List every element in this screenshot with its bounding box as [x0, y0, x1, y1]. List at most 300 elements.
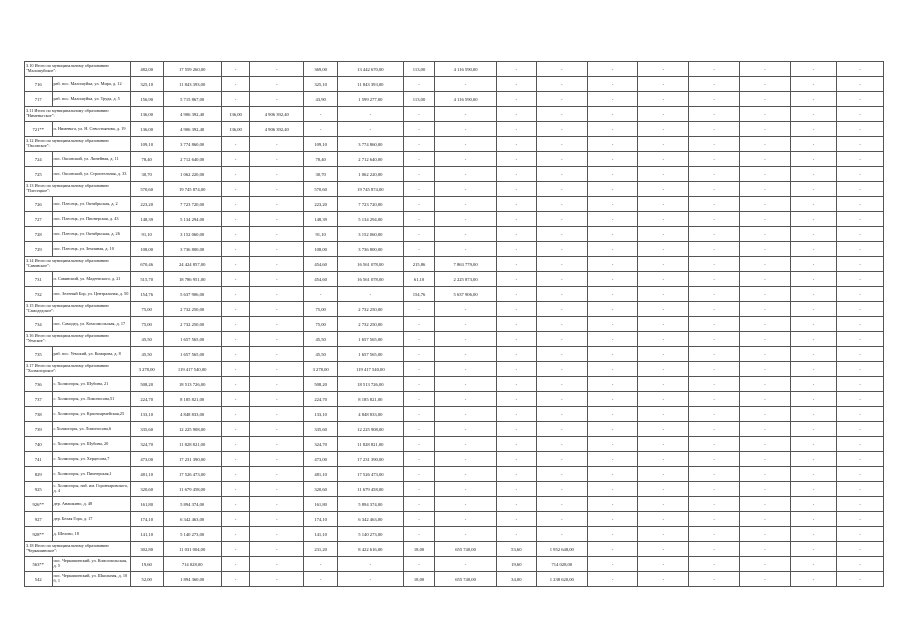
value-cell: - [304, 572, 338, 587]
value-cell: - [689, 152, 740, 167]
value-cell: - [435, 242, 496, 257]
value-cell: - [536, 512, 587, 527]
value-cell: - [689, 422, 740, 437]
value-cell: - [689, 437, 740, 452]
address-cell: пос. Плесецк, ул. Земляная, д. 10 [52, 242, 130, 257]
value-cell: - [790, 152, 837, 167]
value-cell: - [536, 482, 587, 497]
value-cell: - [536, 317, 587, 332]
value-cell: - [250, 557, 304, 572]
value-cell: - [587, 197, 638, 212]
value-cell: 6 342 463,00 [163, 512, 221, 527]
value-cell: - [739, 122, 790, 137]
value-cell: - [587, 527, 638, 542]
value-cell: - [638, 497, 689, 512]
value-cell: - [638, 122, 689, 137]
value-cell: 670,46 [130, 257, 163, 272]
value-cell: - [221, 182, 250, 197]
value-cell: - [739, 572, 790, 587]
value-cell: - [689, 467, 740, 482]
value-cell: - [790, 362, 837, 377]
table-row [25, 392, 884, 407]
address-cell: раб. пос. Малошуйка, ул. Мира, д. 12 [52, 77, 130, 92]
value-cell: - [403, 212, 435, 227]
value-cell: 75,00 [304, 317, 338, 332]
value-cell: - [496, 167, 536, 182]
value-cell: - [837, 497, 884, 512]
value-cell: - [587, 152, 638, 167]
value-cell: 11 828 821,00 [163, 437, 221, 452]
value-cell: - [587, 92, 638, 107]
value-cell: - [587, 302, 638, 317]
address-cell: дер. Анашкино, д. 48 [52, 497, 130, 512]
value-cell: - [221, 77, 250, 92]
value-cell: - [638, 272, 689, 287]
value-cell: - [587, 392, 638, 407]
value-cell: - [496, 287, 536, 302]
value-cell: - [790, 407, 837, 422]
value-cell: - [435, 437, 496, 452]
value-cell: - [739, 212, 790, 227]
value-cell: - [496, 527, 536, 542]
value-cell: - [435, 512, 496, 527]
table-row [25, 557, 884, 572]
value-cell: - [496, 377, 536, 392]
value-cell: 18 786 951,00 [163, 272, 221, 287]
value-cell: - [435, 167, 496, 182]
value-cell: - [221, 362, 250, 377]
value-cell: - [587, 407, 638, 422]
value-cell: 4 116 590,00 [435, 92, 496, 107]
value-cell: - [739, 557, 790, 572]
value-cell: - [689, 362, 740, 377]
value-cell: - [587, 332, 638, 347]
value-cell: - [790, 122, 837, 137]
value-cell: - [536, 257, 587, 272]
value-cell: - [221, 287, 250, 302]
value-cell: 18 513 726,00 [163, 377, 221, 392]
value-cell: - [638, 107, 689, 122]
value-cell: - [250, 317, 304, 332]
value-cell: - [790, 212, 837, 227]
value-cell: - [403, 152, 435, 167]
value-cell: - [587, 572, 638, 587]
value-cell: - [587, 167, 638, 182]
value-cell: - [739, 422, 790, 437]
value-cell: - [638, 332, 689, 347]
value-cell: - [221, 557, 250, 572]
value-cell: - [403, 227, 435, 242]
value-cell: - [739, 542, 790, 557]
value-cell: - [536, 362, 587, 377]
value-cell: - [790, 77, 837, 92]
value-cell: - [739, 272, 790, 287]
value-cell: - [638, 152, 689, 167]
value-cell: 108,00 [130, 242, 163, 257]
value-cell: - [689, 122, 740, 137]
value-cell: - [435, 122, 496, 137]
value-cell: - [638, 347, 689, 362]
value-cell: - [496, 257, 536, 272]
value-cell: 224,70 [130, 392, 163, 407]
table-row [25, 212, 884, 227]
value-cell: - [837, 212, 884, 227]
value-cell: - [250, 512, 304, 527]
value-cell: - [638, 377, 689, 392]
value-cell: - [536, 122, 587, 137]
address-cell: с.Холмогоры, ул. Ломоносова,6 [52, 422, 130, 437]
value-cell: - [304, 122, 338, 137]
value-cell: - [496, 332, 536, 347]
value-cell: 161,80 [304, 497, 338, 512]
value-cell: 113,00 [403, 92, 435, 107]
value-cell: 473,00 [304, 452, 338, 467]
value-cell: - [638, 137, 689, 152]
value-cell: - [536, 227, 587, 242]
row-number: 542 [25, 572, 53, 587]
table-row [25, 377, 884, 392]
value-cell: - [496, 272, 536, 287]
address-cell: с. Холмогоры, ул. Красноармейская,25 [52, 407, 130, 422]
address-cell: с. Холмогоры, ул. Ломоносова,51 [52, 392, 130, 407]
value-cell: - [304, 287, 338, 302]
value-cell: - [338, 572, 404, 587]
value-cell: 325,10 [130, 77, 163, 92]
value-cell: 5 134 294,00 [338, 212, 404, 227]
value-cell: - [496, 437, 536, 452]
value-cell: 3 774 860,00 [338, 137, 404, 152]
value-cell: - [435, 347, 496, 362]
value-cell: - [790, 242, 837, 257]
value-cell: - [403, 197, 435, 212]
value-cell: 320,60 [130, 482, 163, 497]
document-page [24, 61, 884, 587]
value-cell: 4 906 392,40 [163, 122, 221, 137]
value-cell: 215,86 [403, 257, 435, 272]
value-cell: - [221, 497, 250, 512]
address-cell: пос. Плесецк, ул. Октябрьская, д. 26 [52, 227, 130, 242]
value-cell: 91,10 [130, 227, 163, 242]
value-cell: 17 526 473,00 [163, 467, 221, 482]
value-cell: 136,00 [221, 107, 250, 122]
value-cell: - [587, 62, 638, 77]
value-cell: - [435, 197, 496, 212]
table-row [25, 152, 884, 167]
value-cell: - [739, 167, 790, 182]
row-number: 926** [25, 497, 53, 512]
row-number: 563** [25, 557, 53, 572]
value-cell: - [403, 422, 435, 437]
value-cell: 17 559 260,00 [163, 62, 221, 77]
subtotal-label: 3.17 Итого по муниципальному образованию "Холмогорское": [25, 362, 131, 377]
value-cell: 714 028,00 [163, 557, 221, 572]
value-cell: - [435, 407, 496, 422]
value-cell: - [689, 392, 740, 407]
value-cell: - [638, 167, 689, 182]
value-cell: 302,80 [130, 542, 163, 557]
value-cell: - [739, 242, 790, 257]
value-cell: 8 185 821,00 [338, 392, 404, 407]
value-cell: 1 894 360,00 [163, 572, 221, 587]
value-cell: - [403, 107, 435, 122]
value-cell: - [536, 197, 587, 212]
value-cell: - [536, 302, 587, 317]
value-cell: - [739, 377, 790, 392]
value-cell: - [496, 152, 536, 167]
value-cell: - [536, 92, 587, 107]
value-cell: - [536, 182, 587, 197]
subtotal-row [25, 182, 884, 197]
value-cell: - [837, 437, 884, 452]
value-cell: - [250, 527, 304, 542]
value-cell: - [638, 572, 689, 587]
value-cell: - [221, 137, 250, 152]
value-cell: 231,20 [304, 542, 338, 557]
value-cell: - [638, 182, 689, 197]
value-cell: 5 715 867,00 [163, 92, 221, 107]
value-cell: - [837, 482, 884, 497]
value-cell: 141,10 [130, 527, 163, 542]
value-cell: - [435, 557, 496, 572]
row-number: 731 [25, 272, 53, 287]
value-cell: - [250, 332, 304, 347]
value-cell: - [221, 437, 250, 452]
value-cell: - [496, 107, 536, 122]
address-cell: пос. Оксовский, ул. Строительная, д. 33 [52, 167, 130, 182]
value-cell: - [837, 167, 884, 182]
value-cell: - [250, 542, 304, 557]
value-cell: 1 952 648,00 [536, 542, 587, 557]
value-cell: - [221, 92, 250, 107]
value-cell: - [250, 152, 304, 167]
value-cell: - [536, 407, 587, 422]
value-cell: - [435, 497, 496, 512]
value-cell: - [790, 272, 837, 287]
value-cell: - [638, 227, 689, 242]
value-cell: - [739, 332, 790, 347]
value-cell: - [587, 317, 638, 332]
table-row [25, 497, 884, 512]
address-cell: раб. пос. Малошуйка, ул. Труда, д. 5 [52, 92, 130, 107]
value-cell: - [790, 497, 837, 512]
address-cell: раб. пос. Уемский, ул. Комарова, д. 8 [52, 347, 130, 362]
value-cell: - [689, 77, 740, 92]
value-cell: 4 906 392,40 [250, 122, 304, 137]
value-cell: - [250, 77, 304, 92]
value-cell: 4 116 590,00 [435, 62, 496, 77]
value-cell: 174,10 [304, 512, 338, 527]
value-cell: 18,00 [403, 542, 435, 557]
value-cell: 4 906 392,40 [250, 107, 304, 122]
value-cell: - [221, 347, 250, 362]
row-number: 721** [25, 122, 53, 137]
value-cell: - [689, 62, 740, 77]
address-cell: пос. Оксовский, ул. Линейная, д. 11 [52, 152, 130, 167]
value-cell: - [403, 122, 435, 137]
value-cell: - [837, 62, 884, 77]
value-cell: 45,50 [130, 332, 163, 347]
table-row [25, 287, 884, 302]
value-cell: - [587, 467, 638, 482]
value-cell: 119 417 540,00 [163, 362, 221, 377]
value-cell: - [837, 542, 884, 557]
value-cell: 133,10 [130, 407, 163, 422]
value-cell: - [638, 512, 689, 527]
value-cell: - [790, 347, 837, 362]
value-cell: - [338, 107, 404, 122]
value-cell: - [587, 287, 638, 302]
value-cell: - [536, 152, 587, 167]
value-cell: 369,00 [304, 62, 338, 77]
value-cell: 154,76 [403, 287, 435, 302]
value-cell: - [739, 512, 790, 527]
value-cell: - [403, 437, 435, 452]
table-row [25, 422, 884, 437]
value-cell: - [403, 497, 435, 512]
value-cell: - [689, 197, 740, 212]
value-cell: - [435, 212, 496, 227]
table-row [25, 317, 884, 332]
value-cell: - [435, 527, 496, 542]
value-cell: - [689, 347, 740, 362]
value-cell: 3 278,00 [130, 362, 163, 377]
address-cell: пос. Плесецк, ул. Пионерская, д. 43 [52, 212, 130, 227]
address-cell: д. Шелово, 18 [52, 527, 130, 542]
value-cell: 3 152 060,00 [163, 227, 221, 242]
value-cell: - [221, 152, 250, 167]
value-cell: - [221, 212, 250, 227]
value-cell: 7 723 720,00 [163, 197, 221, 212]
value-cell: - [790, 437, 837, 452]
value-cell: 53,60 [496, 542, 536, 557]
address-cell: с. Холмогоры, ул. Шубина, 20 [52, 437, 130, 452]
subtotal-row [25, 302, 884, 317]
address-cell: с. Холмогоры, ул. Шубина, 21 [52, 377, 130, 392]
subtotal-row [25, 137, 884, 152]
value-cell: - [587, 272, 638, 287]
address-cell: пос. Самодед, ул. Комсомольская, д. 17 [52, 317, 130, 332]
value-cell: 570,60 [304, 182, 338, 197]
value-cell: 78,40 [130, 152, 163, 167]
address-cell: пос. Плесецк, ул. Октябрьская, д. 2 [52, 197, 130, 212]
row-number: 732 [25, 287, 53, 302]
value-cell: - [837, 287, 884, 302]
table-row [25, 197, 884, 212]
value-cell: - [587, 122, 638, 137]
value-cell: - [250, 437, 304, 452]
value-cell: - [221, 482, 250, 497]
value-cell: 136,00 [221, 122, 250, 137]
value-cell: - [739, 92, 790, 107]
value-cell: - [638, 527, 689, 542]
value-cell: 454,60 [304, 257, 338, 272]
address-cell: с. Холмогоры, наб. им. Горончаровского, д. 4 [52, 482, 130, 497]
row-number: 829 [25, 467, 53, 482]
value-cell: - [837, 152, 884, 167]
value-cell: - [689, 302, 740, 317]
value-cell: 4 848 833,00 [163, 407, 221, 422]
value-cell: - [739, 107, 790, 122]
value-cell: - [638, 422, 689, 437]
value-cell: - [638, 392, 689, 407]
row-number: 727 [25, 212, 53, 227]
value-cell: 5 134 294,00 [163, 212, 221, 227]
value-cell: - [638, 362, 689, 377]
subtotal-row [25, 362, 884, 377]
row-number: 739 [25, 422, 53, 437]
value-cell: 3 736 800,00 [338, 242, 404, 257]
row-number: 734 [25, 317, 53, 332]
value-cell: - [403, 137, 435, 152]
value-cell: - [496, 242, 536, 257]
value-cell: - [536, 287, 587, 302]
value-cell: - [496, 392, 536, 407]
value-cell: 11 843 393,00 [163, 77, 221, 92]
value-cell: 8 422 616,00 [338, 542, 404, 557]
value-cell: - [790, 317, 837, 332]
value-cell: 113,00 [403, 62, 435, 77]
value-cell: - [739, 197, 790, 212]
value-cell: 78,40 [304, 152, 338, 167]
value-cell: - [587, 377, 638, 392]
value-cell: - [837, 422, 884, 437]
value-cell: - [536, 452, 587, 467]
value-cell: 109,10 [304, 137, 338, 152]
value-cell: 481,10 [130, 467, 163, 482]
value-cell: - [250, 482, 304, 497]
value-cell: 335,60 [130, 422, 163, 437]
value-cell: - [221, 452, 250, 467]
row-number: 725 [25, 167, 53, 182]
value-cell: - [790, 182, 837, 197]
value-cell: - [837, 122, 884, 137]
value-cell: - [403, 392, 435, 407]
value-cell: - [435, 362, 496, 377]
value-cell: 174,10 [130, 512, 163, 527]
address-cell: с. Холмогоры, ул. Херцесова,7 [52, 452, 130, 467]
row-number: 928** [25, 527, 53, 542]
value-cell: 30,70 [304, 167, 338, 182]
table-body [25, 62, 884, 587]
value-cell: 30,70 [130, 167, 163, 182]
value-cell: - [689, 257, 740, 272]
value-cell: - [250, 392, 304, 407]
value-cell: - [250, 377, 304, 392]
value-cell: - [496, 362, 536, 377]
value-cell: - [739, 137, 790, 152]
value-cell: - [689, 287, 740, 302]
value-cell: 19,60 [130, 557, 163, 572]
value-cell: - [403, 317, 435, 332]
value-cell: - [250, 407, 304, 422]
value-cell: - [790, 527, 837, 542]
value-cell: 11 843 393,00 [338, 77, 404, 92]
value-cell: - [638, 467, 689, 482]
value-cell: 1 062 220,00 [163, 167, 221, 182]
row-number: 717 [25, 92, 53, 107]
subtotal-label: 3.18 Итого по муниципальному образованию "Черкашинское": [25, 542, 131, 557]
value-cell: - [689, 557, 740, 572]
value-cell: - [739, 437, 790, 452]
value-cell: - [496, 197, 536, 212]
value-cell: - [587, 257, 638, 272]
value-cell: 324,70 [130, 437, 163, 452]
value-cell: - [221, 407, 250, 422]
value-cell: - [638, 557, 689, 572]
value-cell: 714 028,00 [536, 557, 587, 572]
value-cell: - [221, 317, 250, 332]
value-cell: 108,00 [304, 242, 338, 257]
